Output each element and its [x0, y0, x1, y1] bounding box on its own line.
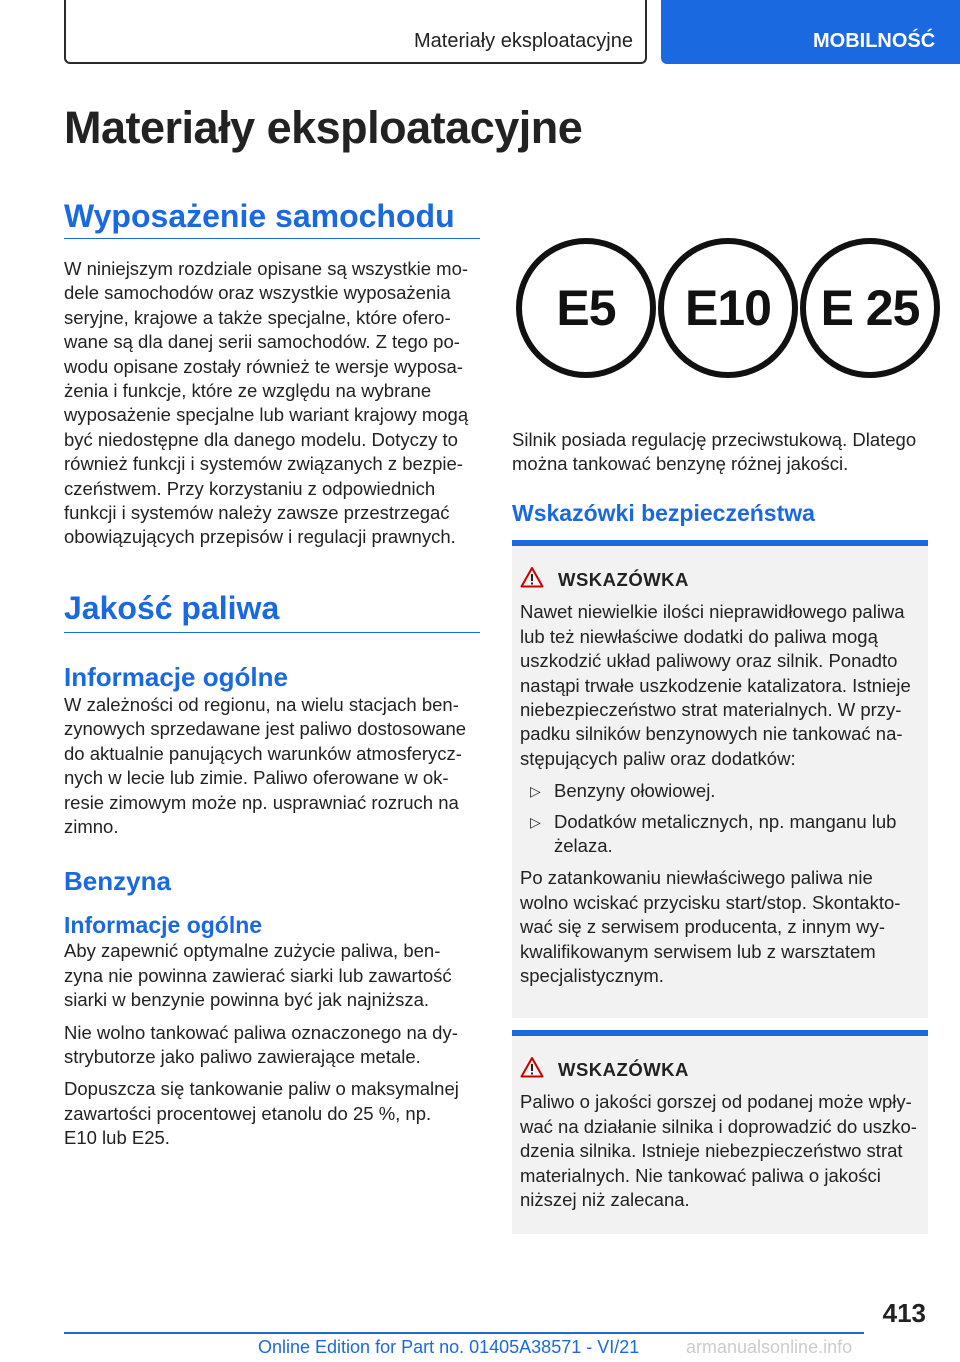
general-info-text: W zależności od regionu, na wielu stacjach ben- zynowych sprzedawane jest paliwo dostosowane do aktualnie panujących warunków atmosferycz- nych w lecie lub zimie. Paliwo oferowane w ok- resie zimowym może np. usprawniać rozruch na zimno. — [64, 693, 467, 837]
badge-e5: E5 — [516, 238, 656, 378]
knock-control-text: Silnik posiada regulację przeciwstukową. Dlatego można tankować benzynę różnej jakości. — [512, 429, 917, 475]
equipment-text: W niniejszym rozdziale opisane są wszystkie mo- dele samochodów oraz wszystkie wyposażenia seryjne, krajowe a także specjalne, które ofero- wane są dla danej serii samochodów. Z tego po- wodu opisane zostały również te wersje wyposa- żenia i funkcje, które ze względu na wybrane wyposażenie specjalne lub wariant krajowy mogą być niedostępne dla danego modelu. Dotyczy to również funkcji i systemów związanych z bezpie- czeństwem. Przy korzystaniu z odpowiednich funkcji i systemów należy zawsze przestrzegać obowiązujących przepisów i regulacji prawnych. — [64, 258, 469, 548]
triangle-bullet-icon: ▷ — [530, 783, 541, 800]
page-title: Materiały eksploatacyjne — [64, 102, 583, 153]
list-item: ▷ Dodatków metalicznych, np. manganu lub żelaza. — [530, 810, 897, 857]
petrol-paragraph-3: Dopuszcza się tankowanie paliw o maksymalnej zawartości procentowej etanolu do 25 %, np. E10 lub E25. — [64, 1078, 459, 1149]
petrol-paragraph-2: Nie wolno tankować paliwa oznaczonego na dy- strybutorze jako paliwo zawierające metale. — [64, 1021, 458, 1067]
triangle-bullet-icon: ▷ — [530, 813, 541, 830]
petrol-paragraph-1: Aby zapewnić optymalne zużycie paliwa, ben- zyna nie powinna zawierać siarki lub zawartość siarki w benzynie powinna być jak najniższa. — [64, 940, 452, 1011]
list-item: ▷ Benzyny ołowiowej. — [520, 779, 920, 803]
header-chapter-title: MOBILNOŚĆ — [813, 30, 936, 52]
footer-watermark: armanualsonline.info — [686, 1337, 853, 1357]
left-column — [64, 196, 480, 1159]
header-chapter-tab — [661, 0, 960, 64]
badge-e25: E 25 — [800, 238, 940, 378]
page-number: 413 — [882, 1298, 926, 1328]
heading-general-info: Informacje ogólne — [64, 661, 288, 692]
header-section-box — [64, 0, 647, 64]
right-column-text — [512, 428, 928, 527]
warning-box-2 — [512, 1030, 928, 1234]
heading-fuel-quality: Jakość paliwa — [64, 589, 280, 626]
warning-1-text: Nawet niewielkie ilości nieprawidłowego paliwa lub też niewłaściwe dodatki do paliwa mogą uszkodzić układ paliwowy oraz silnik. Ponadto nastąpi trwałe uszkodzenie katalizatora. Istnieje niebezpieczeństwo strat materialnych. W przy- padku silników benzynowych nie tankować na- stępujących paliw oraz dodatków: — [520, 601, 911, 769]
warning-1-title: WSKAZÓWKA — [558, 569, 689, 590]
header-section-title: Materiały eksploatacyjne — [414, 30, 633, 52]
badge-e10: E10 — [658, 238, 798, 378]
warning-triangle-icon — [520, 1056, 544, 1084]
heading-safety: Wskazówki bezpieczeństwa — [512, 499, 815, 526]
heading-petrol-general: Informacje ogólne — [64, 912, 263, 939]
footer-rule — [64, 1332, 864, 1334]
warning-box-1 — [512, 540, 928, 1018]
warning-2-title: WSKAZÓWKA — [558, 1059, 689, 1080]
heading-equipment: Wyposażenie samochodu — [64, 198, 455, 234]
warning-1-list — [520, 779, 920, 858]
warning-1-text-2: Po zatankowaniu niewłaściwego paliwa nie wolno wciskać przycisku start/stop. Skontakto- wać się z serwisem producenta, z innym wy- kwalifikowanym serwisem lub z warsztatem specjalistycznym. — [520, 867, 901, 987]
warning-2-text: Paliwo o jakości gorszej od podanej może wpły- wać na działanie silnika i doprowadzić do uszko- dzenia silnika. Istnieje niebezpieczeństwo strat materialnych. Nie tankować paliwa o jakości niższej niż zalecana. — [520, 1091, 917, 1211]
footer-edition: Online Edition for Part no. 01405A38571 - VI/21 — [258, 1337, 640, 1357]
warning-triangle-icon — [520, 566, 544, 594]
fuel-label-badges — [516, 238, 926, 398]
heading-petrol: Benzyna — [64, 866, 171, 897]
